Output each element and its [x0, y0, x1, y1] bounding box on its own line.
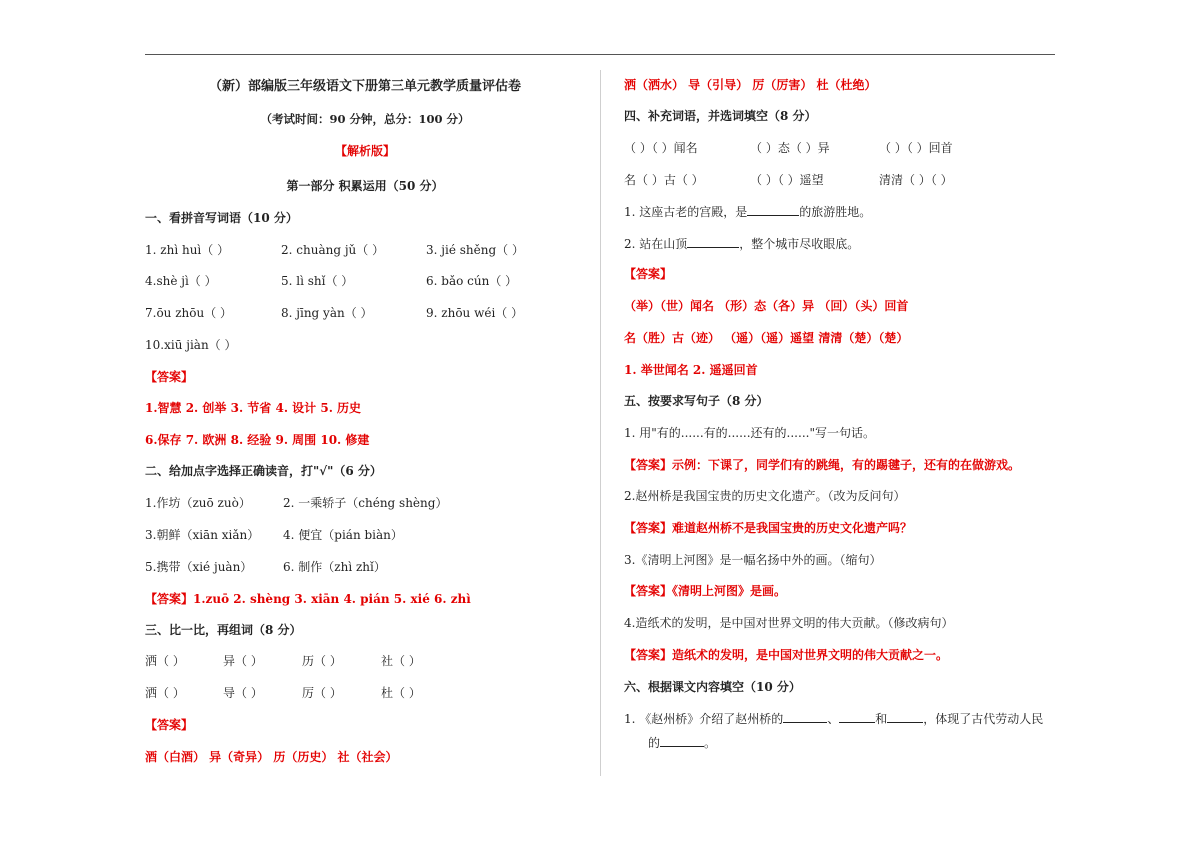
page-title: （新）部编版三年级语文下册第三单元教学质量评估卷: [208, 79, 521, 94]
s2-item: 1.作坊（zuō zuò）: [145, 496, 251, 510]
s4-item: 清清（ ）（ ）: [879, 173, 953, 187]
section-2-heading: 二、给加点字选择正确读音，打"√"（6 分）: [145, 464, 382, 478]
edition-label: 【解析版】: [334, 144, 395, 158]
question-text: ，体现了古代劳动人民: [923, 712, 1044, 726]
s1-item: 10.xiū jiàn（ ）: [145, 338, 237, 352]
question-text: 。: [704, 736, 717, 750]
s3-item: 厉（ ）: [302, 686, 342, 700]
section-3-heading: 三、比一比，再组词（8 分）: [145, 623, 302, 637]
exam-info: （考试时间：90 分钟，总分：100 分）: [260, 112, 470, 126]
s4-item: （ ）（ ）遥望: [750, 173, 824, 187]
question-text: 4.造纸术的发明，是中国对世界文明的伟大贡献。（修改病句）: [624, 616, 954, 630]
section-1-heading: 一、看拼音写词语（10 分）: [145, 211, 298, 225]
section-5-heading: 五、按要求写句子（8 分）: [624, 394, 769, 408]
question-text: 1. 《赵州桥》介绍了赵州桥的: [624, 712, 784, 726]
answer-text: 名（胜）古（迹） （遥）（遥）遥望 清清（楚）（楚）: [624, 331, 909, 345]
answer-text: 【答案】难道赵州桥不是我国宝贵的历史文化遗产吗？: [624, 521, 913, 535]
question-text: 1. 用"有的......有的......还有的......"写一句话。: [624, 426, 875, 440]
s3-item: 杜（ ）: [381, 686, 421, 700]
s4-question-2: [624, 235, 859, 252]
s3-item: 异（ ）: [223, 654, 263, 668]
s3-item: 社（ ）: [381, 654, 421, 668]
s1-item: 1. zhì huì（ ）: [145, 243, 230, 257]
answer-label: 【答案】: [624, 267, 673, 281]
s1-item: 6. bǎo cún（ ）: [426, 274, 518, 288]
s3-item: 导（ ）: [223, 686, 263, 700]
s6-question-1: [624, 710, 1043, 727]
s2-item: 3.朝鲜（xiān xiǎn）: [145, 528, 260, 542]
s4-item: （ ）态（ ）异: [750, 141, 830, 155]
question-text: 和: [875, 712, 888, 726]
s1-item: 9. zhōu wéi（ ）: [426, 306, 524, 320]
s3-item: 洒（ ）: [145, 654, 185, 668]
s1-item: 3. jié shěng（ ）: [426, 243, 524, 257]
s6-question-1-cont: [648, 734, 716, 751]
section-6-heading: 六、根据课文内容填空（10 分）: [624, 680, 801, 694]
s1-item: 8. jīng yàn（ ）: [281, 306, 373, 320]
s4-question-1: [624, 203, 871, 220]
column-divider: [600, 70, 601, 776]
answer-text: 【答案】示例：下课了，同学们有的跳绳，有的踢毽子，还有的在做游戏。: [624, 458, 1021, 472]
s2-item: 2. 一乘轿子（chéng shèng）: [283, 496, 448, 510]
answer-text: 【答案】造纸术的发明，是中国对世界文明的伟大贡献之一。: [624, 648, 949, 662]
section-4-heading: 四、补充词语，并选词填空（8 分）: [624, 109, 817, 123]
part-heading: 第一部分 积累运用（50 分）: [286, 179, 444, 193]
s1-item: 2. chuàng jǔ（ ）: [281, 243, 385, 257]
answer-text: 1.智慧 2. 创举 3. 节省 4. 设计 5. 历史: [145, 401, 362, 415]
fill-blank: [887, 710, 923, 723]
question-text: 的: [648, 736, 661, 750]
answer-text: 1. 举世闻名 2. 遥遥回首: [624, 363, 758, 377]
answer-text: 【答案】1.zuō 2. shèng 3. xiān 4. pián 5. xié 6. zhì: [145, 592, 471, 606]
s2-item: 5.携带（xié juàn）: [145, 560, 253, 574]
s3-item: 洒（ ）: [145, 686, 185, 700]
s4-item: （ ）（ ）闻名: [624, 141, 698, 155]
fill-blank: [839, 710, 875, 723]
s1-item: 7.ōu zhōu（ ）: [145, 306, 233, 320]
question-text: 、: [827, 712, 840, 726]
answer-label: 【答案】: [145, 370, 194, 384]
fill-blank: [783, 710, 827, 723]
question-text: 1. 这座古老的宫殿，是: [624, 205, 748, 219]
question-text: ，整个城市尽收眼底。: [739, 237, 860, 251]
answer-text: 6.保存 7. 欧洲 8. 经验 9. 周围 10. 修建: [145, 433, 370, 447]
s2-item: 4. 便宜（pián biàn）: [283, 528, 403, 542]
fill-blank: [687, 235, 739, 248]
answer-text: 【答案】《清明上河图》是画。: [624, 584, 787, 598]
s4-item: （ ）（ ）回首: [879, 141, 953, 155]
answer-label: 【答案】: [145, 718, 194, 732]
answer-text: 洒（洒水） 导（引导） 厉（厉害） 杜（杜绝）: [624, 78, 877, 92]
question-text: 2. 站在山顶: [624, 237, 688, 251]
answer-text: 酒（白酒） 异（奇异） 历（历史） 社（社会）: [145, 750, 398, 764]
s3-item: 历（ ）: [302, 654, 342, 668]
s1-item: 5. lì shǐ（ ）: [281, 274, 354, 288]
answer-text: （举）（世）闻名 （形）态（各）异 （回）（头）回首: [624, 299, 909, 313]
s4-item: 名（ ）古（ ）: [624, 173, 704, 187]
top-rule: [145, 54, 1055, 55]
question-text: 2.赵州桥是我国宝贵的历史文化遗产。（改为反问句）: [624, 489, 906, 503]
s2-item: 6. 制作（zhì zhǐ）: [283, 560, 386, 574]
fill-blank: [660, 734, 704, 747]
question-text: 3.《清明上河图》是一幅名扬中外的画。（缩句）: [624, 553, 882, 567]
question-text: 的旅游胜地。: [799, 205, 872, 219]
fill-blank: [747, 203, 799, 216]
s1-item: 4.shè jì（ ）: [145, 274, 217, 288]
